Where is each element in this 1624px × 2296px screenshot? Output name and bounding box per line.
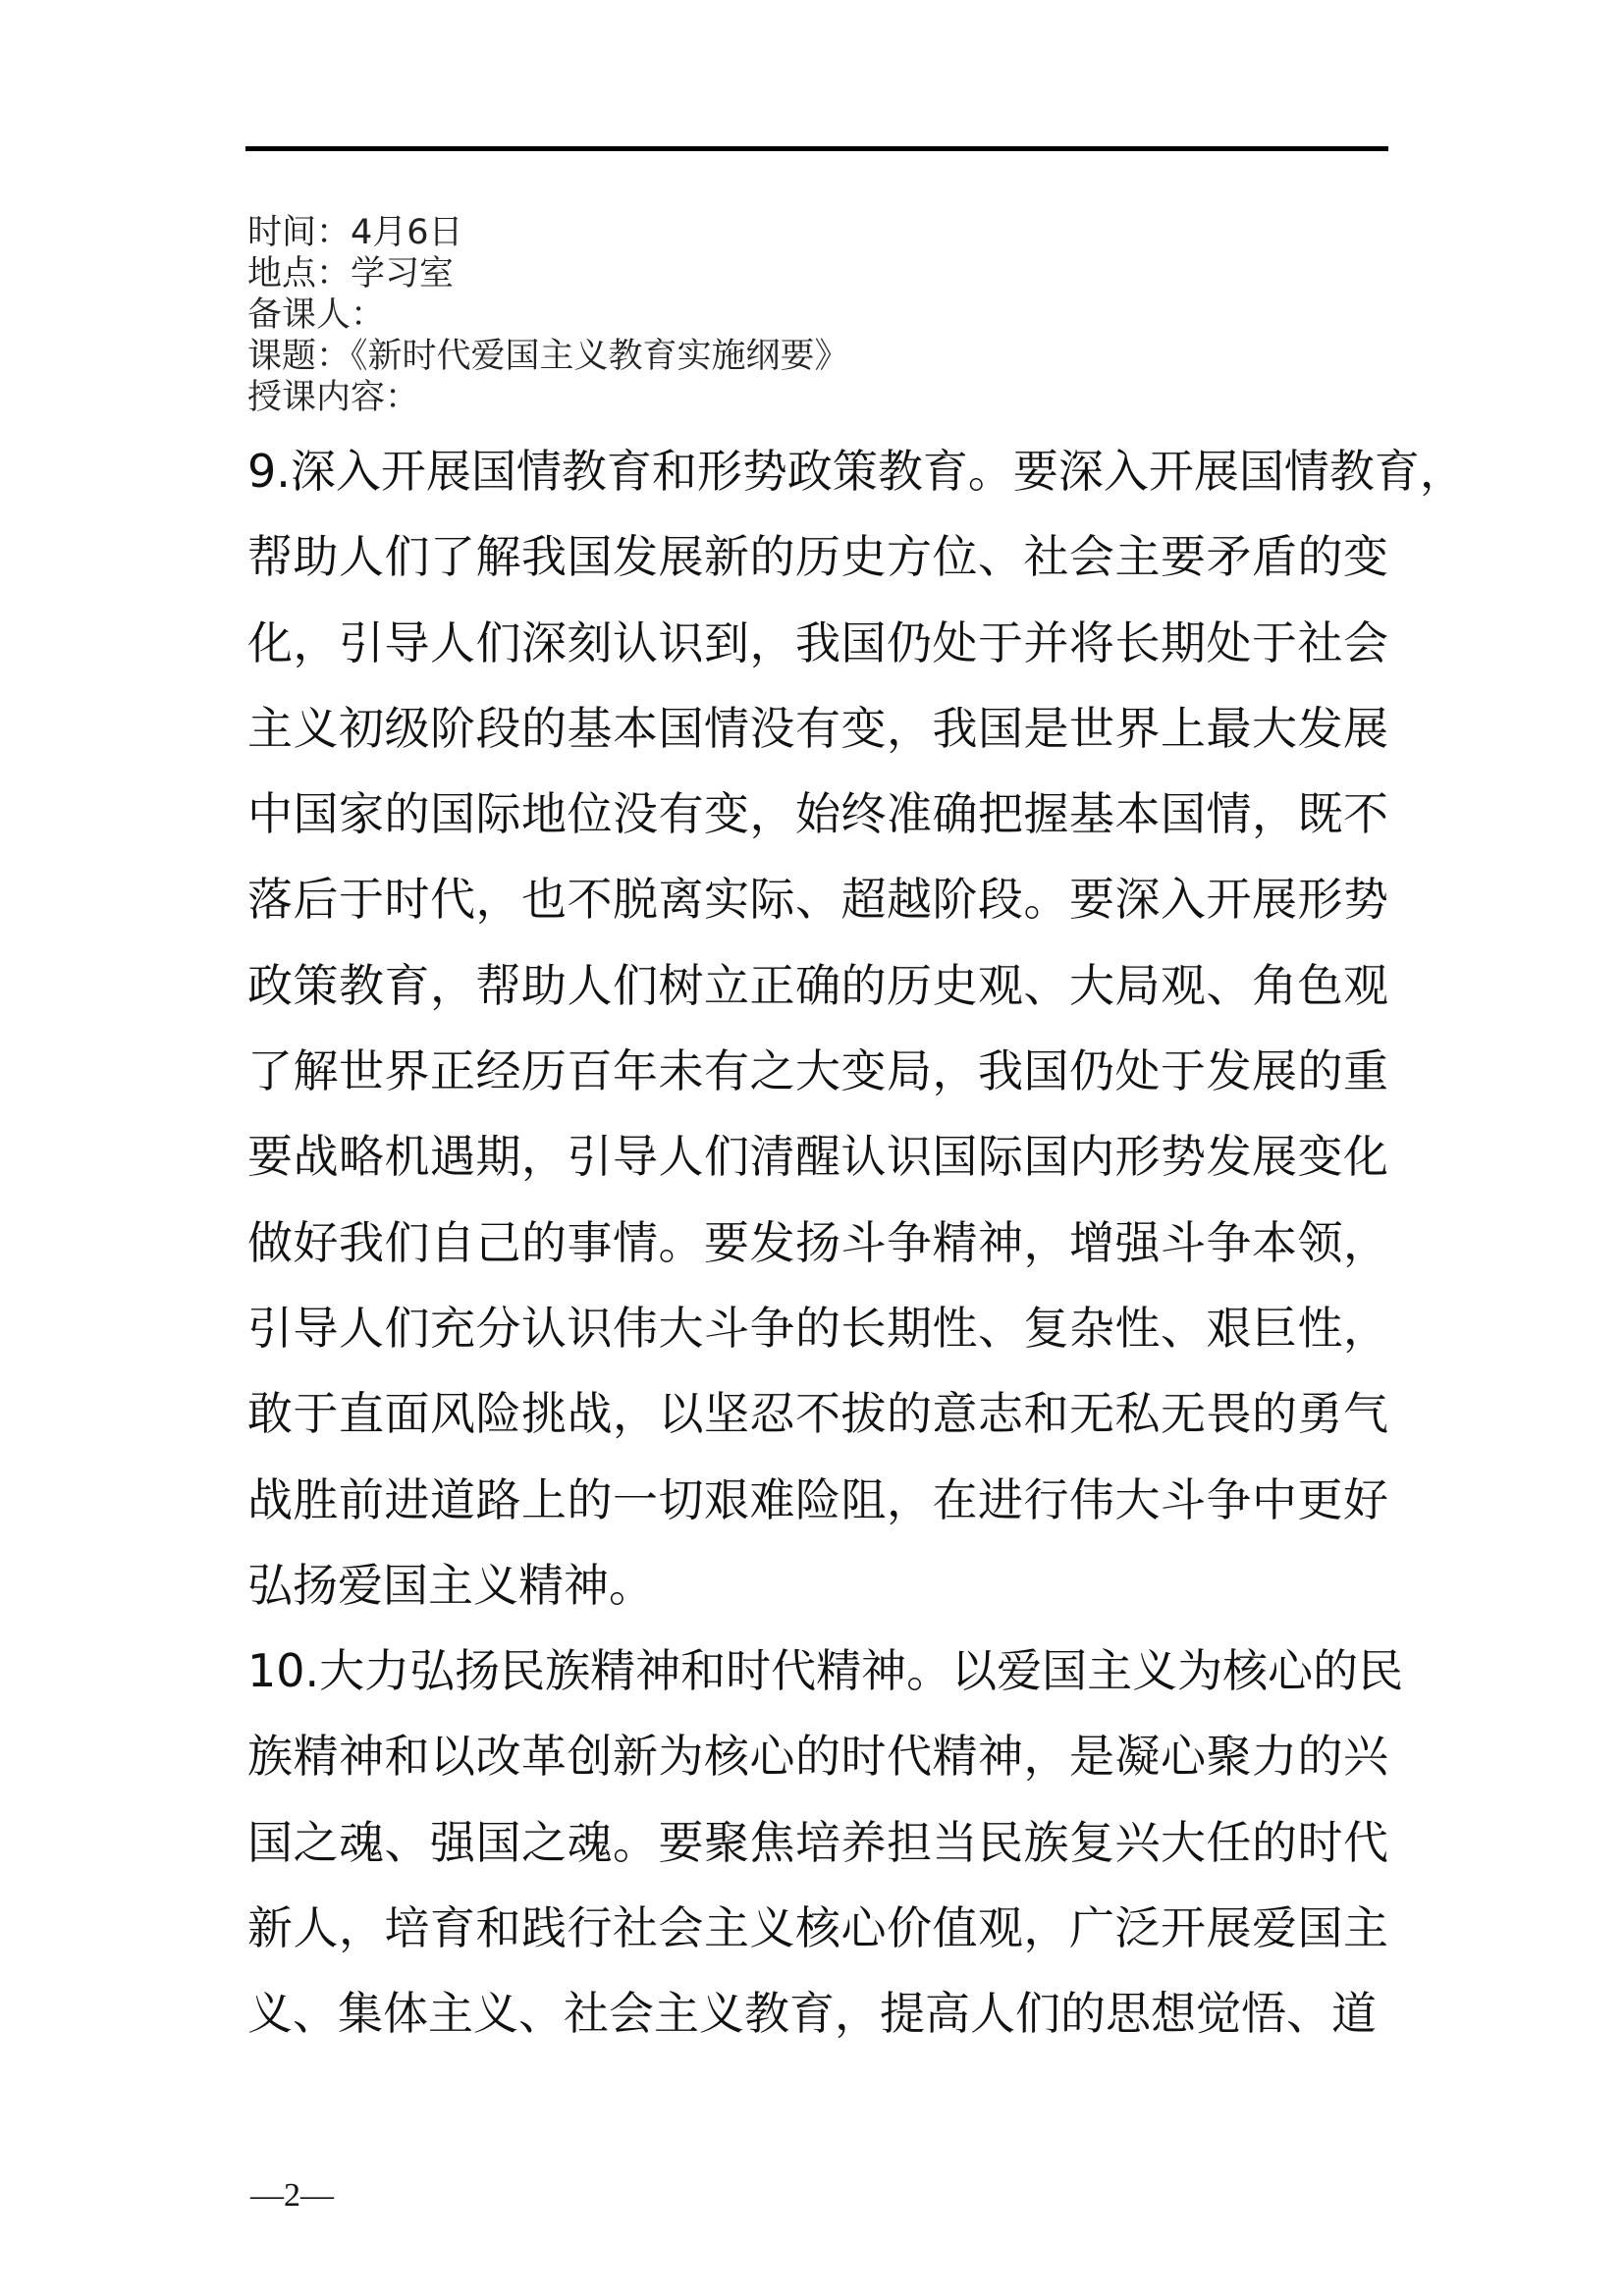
content-line: 引导人们充分认识伟大斗争的长期性、复杂性、艰巨性，: [247, 1301, 1388, 1355]
content-label: 授课内容：: [247, 378, 420, 417]
header-rule: [245, 146, 1388, 151]
lesson-info: [247, 212, 849, 418]
content-line: 化，引导人们深刻认识到，我国仍处于并将长期处于社会: [247, 615, 1388, 669]
content-line: 敢于直面风险挑战，以坚忍不拔的意志和无私无畏的勇气: [247, 1387, 1388, 1441]
content-line: 弘扬爱国主义精神。: [247, 1558, 654, 1612]
preparer-field: 备课人：: [247, 295, 386, 335]
content-line: 做好我们自己的事情。要发扬斗争精神，增强斗争本领，: [247, 1215, 1388, 1269]
lesson-content: [247, 429, 1465, 2057]
content-line: 新人，培育和践行社会主义核心价值观，广泛开展爱国主: [247, 1901, 1388, 1955]
time-field: 时间：4月6日: [247, 213, 463, 252]
content-line: 政策教育，帮助人们树立正确的历史观、大局观、角色观: [247, 958, 1388, 1012]
content-line: 9.深入开展国情教育和形势政策教育。要深入开展国情教育，: [247, 445, 1465, 498]
content-line: 义、集体主义、社会主义教育，提高人们的思想觉悟、道: [247, 1987, 1377, 2041]
content-line: 主义初级阶段的基本国情没有变，我国是世界上最大发展: [247, 701, 1388, 755]
topic-field: 课题：《新时代爱国主义教育实施纲要》: [247, 337, 849, 376]
place-field: 地点：学习室: [247, 254, 455, 294]
content-line: 中国家的国际地位没有变，始终准确把握基本国情，既不: [247, 787, 1388, 841]
content-line: 国之魂、强国之魂。要聚焦培养担当民族复兴大任的时代: [247, 1815, 1388, 1869]
content-line: 了解世界正经历百年未有之大变局，我国仍处于发展的重: [247, 1044, 1388, 1098]
content-line: 族精神和以改革创新为核心的时代精神，是凝心聚力的兴: [247, 1730, 1388, 1784]
content-line: 帮助人们了解我国发展新的历史方位、社会主要矛盾的变: [247, 530, 1388, 584]
content-line: 落后于时代，也不脱离实际、超越阶段。要深入开展形势: [247, 873, 1388, 927]
content-line: 要战略机遇期，引导人们清醒认识国际国内形势发展变化: [247, 1130, 1388, 1184]
page-number: —2—: [250, 2177, 334, 2214]
content-line: 10.大力弘扬民族精神和时代精神。以爱国主义为核心的民: [247, 1644, 1404, 1698]
content-line: 战胜前进道路上的一切艰难险阻，在进行伟大斗争中更好: [247, 1472, 1388, 1526]
